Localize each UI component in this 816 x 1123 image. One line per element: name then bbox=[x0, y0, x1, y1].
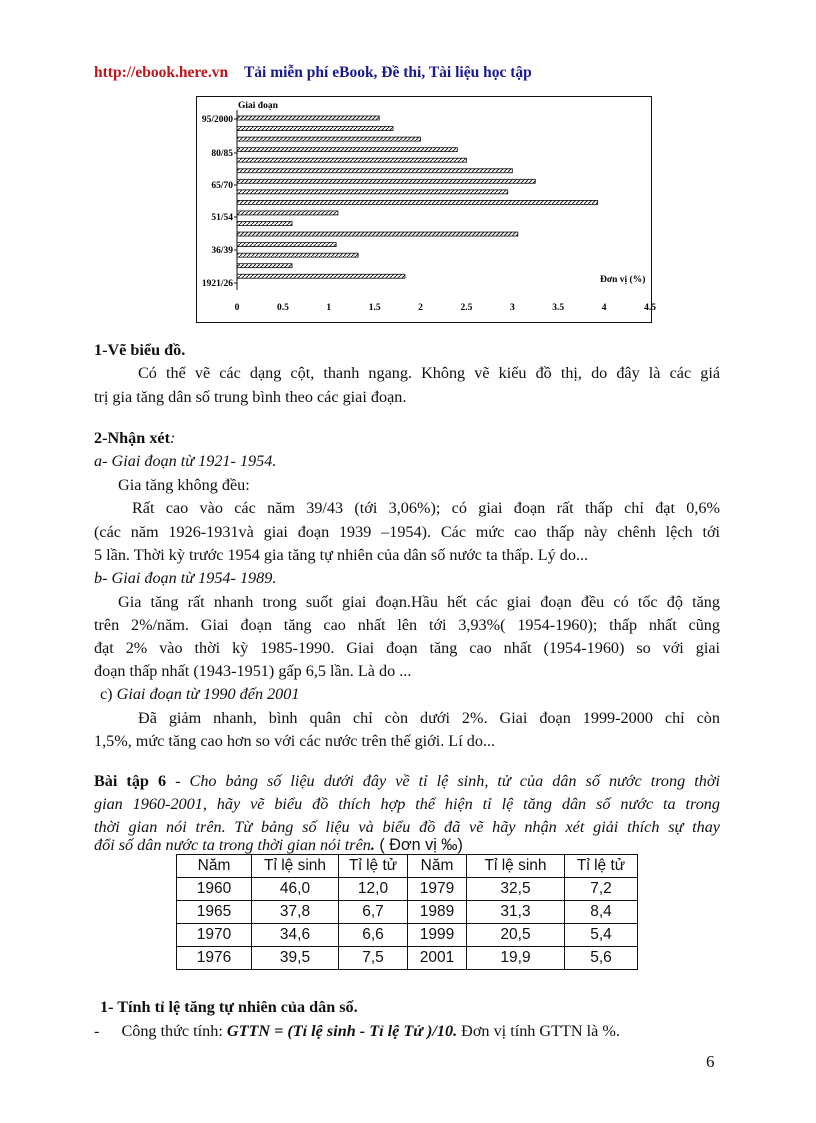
chart-bar bbox=[237, 148, 457, 152]
a-subtitle: Gia tăng không đều: bbox=[118, 476, 250, 494]
category-label: 95/2000 bbox=[201, 115, 233, 125]
b-label: b- bbox=[94, 569, 108, 587]
b-line2: trên 2%/năm. Giai đoạn tăng cao nhất lên tới 3,93%( 1954-1960); thấp nhất cũng bbox=[94, 616, 720, 634]
table-cell: 5,6 bbox=[565, 947, 638, 970]
section2-title: 2-Nhận xét bbox=[94, 429, 170, 447]
formula-dash: - bbox=[94, 1022, 100, 1040]
table-cell: 46,0 bbox=[252, 878, 339, 901]
table-row bbox=[177, 901, 638, 924]
chart-bar bbox=[237, 179, 535, 183]
table-header-cell: Tỉ lệ tử bbox=[339, 855, 408, 878]
table-cell: 19,9 bbox=[467, 947, 565, 970]
table-cell: 6,6 bbox=[339, 924, 408, 947]
category-label: 36/39 bbox=[211, 246, 233, 256]
table-header-cell: Năm bbox=[408, 855, 467, 878]
table-cell: 31,3 bbox=[467, 901, 565, 924]
x-tick-label: 3 bbox=[509, 303, 515, 313]
chart-bar bbox=[237, 190, 508, 194]
table-cell: 20,5 bbox=[467, 924, 565, 947]
section1-line2: trị gia tăng dân số trung bình theo các giai đoạn. bbox=[94, 388, 407, 406]
x-tick-label: 1.5 bbox=[368, 303, 381, 313]
formula-pre: Công thức tính: bbox=[121, 1022, 227, 1040]
section2-title-colon: : bbox=[170, 429, 176, 447]
table-row bbox=[177, 924, 638, 947]
category-label: 51/54 bbox=[211, 213, 233, 223]
table-cell: 1979 bbox=[408, 878, 467, 901]
section1-line1: Có thể vẽ các dạng cột, thanh ngang. Không vẽ kiểu đồ thị, do đây là các giá bbox=[138, 364, 720, 382]
table-cell: 2001 bbox=[408, 947, 467, 970]
section3-title: 1- Tính tỉ lệ tăng tự nhiên của dân số. bbox=[100, 998, 358, 1016]
table-cell: 1970 bbox=[177, 924, 252, 947]
x-tick-label: 2 bbox=[418, 303, 423, 313]
c-line1: Đã giảm nhanh, bình quân chỉ còn dưới 2%. Giai đoạn 1999-2000 chỉ còn bbox=[138, 709, 720, 727]
a-title: Giai đoạn từ 1921- 1954. bbox=[111, 452, 277, 470]
exercise-label: Bài tập 6 bbox=[94, 772, 167, 790]
section1-title: 1-Vẽ biểu đồ. bbox=[94, 341, 186, 359]
chart-bar bbox=[237, 169, 512, 173]
x-tick-label: 3.5 bbox=[552, 303, 565, 313]
table-cell: 7,2 bbox=[565, 878, 638, 901]
formula-text: GTTN = (Tỉ lệ sinh - Tỉ lệ Tử )/10. bbox=[226, 1022, 458, 1040]
x-tick-label: 4.5 bbox=[644, 303, 656, 313]
chart-bar bbox=[237, 243, 336, 247]
table-cell: 12,0 bbox=[339, 878, 408, 901]
a-line3: 5 lần. Thời kỳ trước 1954 gia tăng tự nhiên của dân số nước ta thấp. Lý do... bbox=[94, 546, 589, 564]
table-cell: 37,8 bbox=[252, 901, 339, 924]
x-tick-label: 4 bbox=[601, 303, 607, 313]
section2-c-heading bbox=[100, 683, 726, 707]
c-line2: 1,5%, mức tăng cao hơn so với các nước trên thế giới. Lí do... bbox=[94, 732, 496, 750]
table-header-cell: Tỉ lệ sinh bbox=[252, 855, 339, 878]
formula-line bbox=[94, 1020, 720, 1044]
population-growth-bar-chart bbox=[196, 96, 656, 324]
table-cell: 1999 bbox=[408, 924, 467, 947]
c-title: Giai đoạn từ 1990 đến 2001 bbox=[116, 685, 300, 703]
chart-bar bbox=[237, 200, 598, 204]
header-url[interactable]: http://ebook.here.vn bbox=[94, 64, 229, 81]
table-cell: 6,7 bbox=[339, 901, 408, 924]
c-label: c) bbox=[100, 685, 113, 703]
exercise-line3: thời gian nói trên. Từ bảng số liệu và biểu đồ đã vẽ hãy nhận xét giải thích sự thay bbox=[94, 818, 720, 836]
category-label: 80/85 bbox=[211, 149, 233, 159]
x-tick-label: 0 bbox=[234, 303, 240, 313]
chart-bar bbox=[237, 116, 379, 120]
a-label: a- bbox=[94, 452, 108, 470]
chart-bar bbox=[237, 137, 421, 141]
table-cell: 8,4 bbox=[565, 901, 638, 924]
table-cell: 1989 bbox=[408, 901, 467, 924]
table-cell: 1960 bbox=[177, 878, 252, 901]
table-row bbox=[177, 947, 638, 970]
category-label: 1921/26 bbox=[201, 279, 233, 289]
table-header-cell: Tỉ lệ sinh bbox=[467, 855, 565, 878]
table-cell: 5,4 bbox=[565, 924, 638, 947]
a-line2: (các năm 1926-1931và giai đoạn 1939 –1954). Các mức cao thấp này chênh lệch tới bbox=[94, 523, 720, 541]
table-cell: 39,5 bbox=[252, 947, 339, 970]
chart-bar bbox=[237, 274, 405, 278]
b-line4: đoạn thấp nhất (1943-1951) gấp 6,5 lần. Là do ... bbox=[94, 662, 412, 680]
a-line1: Rất cao vào các năm 39/43 (tới 3,06%); có giai đoạn rất thấp chỉ đạt 0,6% bbox=[132, 499, 720, 517]
table-header-row bbox=[177, 855, 638, 878]
chart-bar bbox=[237, 211, 338, 215]
b-line3: đạt 2% vào thời kỳ 1985-1990. Giai đoạn tăng cao nhất (1954-1960) so với giai bbox=[94, 639, 720, 657]
exercise-unit: ( Đơn vị ‰) bbox=[374, 836, 463, 854]
table-header-cell: Tỉ lệ tử bbox=[565, 855, 638, 878]
exercise-text1: Cho bảng số liệu dưới đây về tỉ lệ sinh, tử của dân số nước trong thời bbox=[189, 772, 720, 790]
category-label: 65/70 bbox=[211, 181, 233, 191]
x-tick-label: 1 bbox=[326, 303, 332, 313]
chart-bar bbox=[237, 264, 292, 268]
page-number: 6 bbox=[706, 1052, 715, 1071]
exercise-text4: đổi số dân nước ta trong thời gian nói trên bbox=[94, 836, 371, 854]
birth-death-rate-table bbox=[176, 854, 638, 970]
table-cell: 1976 bbox=[177, 947, 252, 970]
section2-b-heading bbox=[94, 567, 720, 591]
chart-bar bbox=[237, 232, 518, 236]
section2-a-heading bbox=[94, 450, 720, 474]
exercise-dot: . bbox=[370, 836, 375, 854]
table-header-cell: Năm bbox=[177, 855, 252, 878]
table-cell: 1965 bbox=[177, 901, 252, 924]
y-axis-title: Giai đoạn bbox=[238, 101, 278, 111]
chart-bar bbox=[237, 222, 292, 226]
b-title: Giai đoạn từ 1954- 1989. bbox=[111, 569, 277, 587]
chart-bar bbox=[237, 127, 393, 131]
exercise-sep: - bbox=[166, 772, 190, 790]
header-tagline: Tải miễn phí eBook, Đề thi, Tài liệu học tập bbox=[243, 64, 532, 81]
table-cell: 34,6 bbox=[252, 924, 339, 947]
table-cell: 7,5 bbox=[339, 947, 408, 970]
page-header bbox=[94, 64, 532, 82]
exercise-line2: gian 1960-2001, hãy vẽ biểu đồ thích hợp thể hiện tỉ lệ tăng dân số nước ta trong bbox=[94, 795, 720, 813]
chart-bar bbox=[237, 158, 466, 162]
chart-bar bbox=[237, 253, 358, 257]
exercise-line1 bbox=[94, 770, 720, 794]
b-line1: Gia tăng rất nhanh trong suốt giai đoạn.Hầu hết các giai đoạn đều có tốc độ tăng bbox=[118, 593, 720, 611]
table-cell: 32,5 bbox=[467, 878, 565, 901]
unit-label: Đơn vị (%) bbox=[600, 275, 646, 285]
x-tick-label: 0.5 bbox=[276, 303, 289, 313]
x-tick-label: 2.5 bbox=[460, 303, 473, 313]
formula-post: Đơn vị tính GTTN là %. bbox=[457, 1022, 620, 1040]
section2-heading bbox=[94, 427, 720, 451]
table-row bbox=[177, 878, 638, 901]
